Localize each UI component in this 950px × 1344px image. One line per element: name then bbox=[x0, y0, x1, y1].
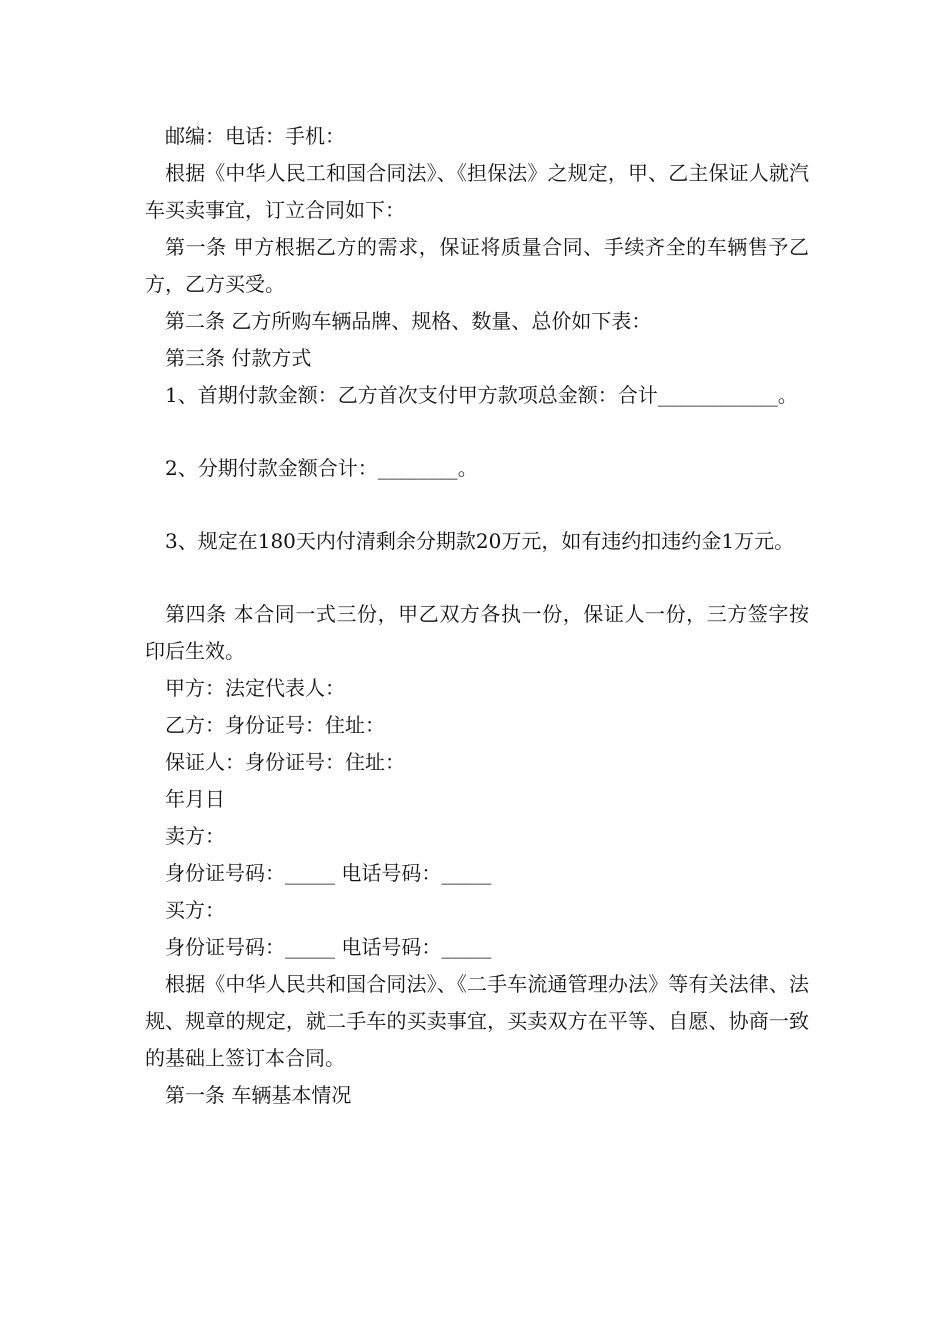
vehicle-info-heading: 第一条 车辆基本情况 bbox=[165, 1083, 352, 1107]
party-b-line: 乙方：身份证号：住址： bbox=[165, 713, 385, 737]
postcode-phone-line: 邮编：电话：手机： bbox=[165, 124, 345, 148]
seller-id-phone-line: 身份证号码：_____ 电话号码：_____ bbox=[165, 861, 492, 885]
preamble-paragraph: 根据《中华人民工和国合同法》、《担保法》之规定，甲、乙主保证人就汽车买卖事宜，订立合同如下： bbox=[145, 161, 809, 222]
payment-item-3: 3、规定在180天内付清剩余分期款20万元，如有违约扣违约金1万元。 bbox=[165, 529, 795, 553]
article-1-paragraph: 第一条 甲方根据乙方的需求，保证将质量合同、手续齐全的车辆售予乙方，乙方买受。 bbox=[145, 235, 809, 296]
payment-item-2: 2、分期付款金额合计：________。 bbox=[165, 456, 478, 480]
blank-line bbox=[145, 560, 809, 596]
buyer-id-phone-line: 身份证号码：_____ 电话号码：_____ bbox=[165, 935, 492, 959]
buyer-line: 买方： bbox=[165, 898, 225, 922]
party-a-line: 甲方：法定代表人： bbox=[165, 676, 345, 700]
article-3-heading: 第三条 付款方式 bbox=[165, 346, 312, 370]
payment-item-1: 1、首期付款金额：乙方首次支付甲方款项总金额：合计____________。 bbox=[165, 383, 798, 407]
article-2-paragraph: 第二条 乙方所购车辆品牌、规格、数量、总价如下表： bbox=[165, 309, 652, 333]
guarantor-line: 保证人：身份证号：住址： bbox=[165, 750, 405, 774]
blank-line bbox=[145, 414, 809, 450]
date-line: 年月日 bbox=[165, 787, 225, 811]
second-contract-preamble: 根据《中华人民共和国合同法》、《二手车流通管理办法》等有关法律、法规、规章的规定，就二手车的买卖事宜，买卖双方在平等、自愿、协商一致的基础上签订本合同。 bbox=[145, 972, 809, 1070]
blank-line bbox=[145, 487, 809, 523]
article-4-paragraph: 第四条 本合同一式三份，甲乙双方各执一份，保证人一份，三方签字按印后生效。 bbox=[145, 602, 809, 663]
seller-line: 卖方： bbox=[165, 824, 225, 848]
document-page bbox=[145, 118, 809, 1114]
